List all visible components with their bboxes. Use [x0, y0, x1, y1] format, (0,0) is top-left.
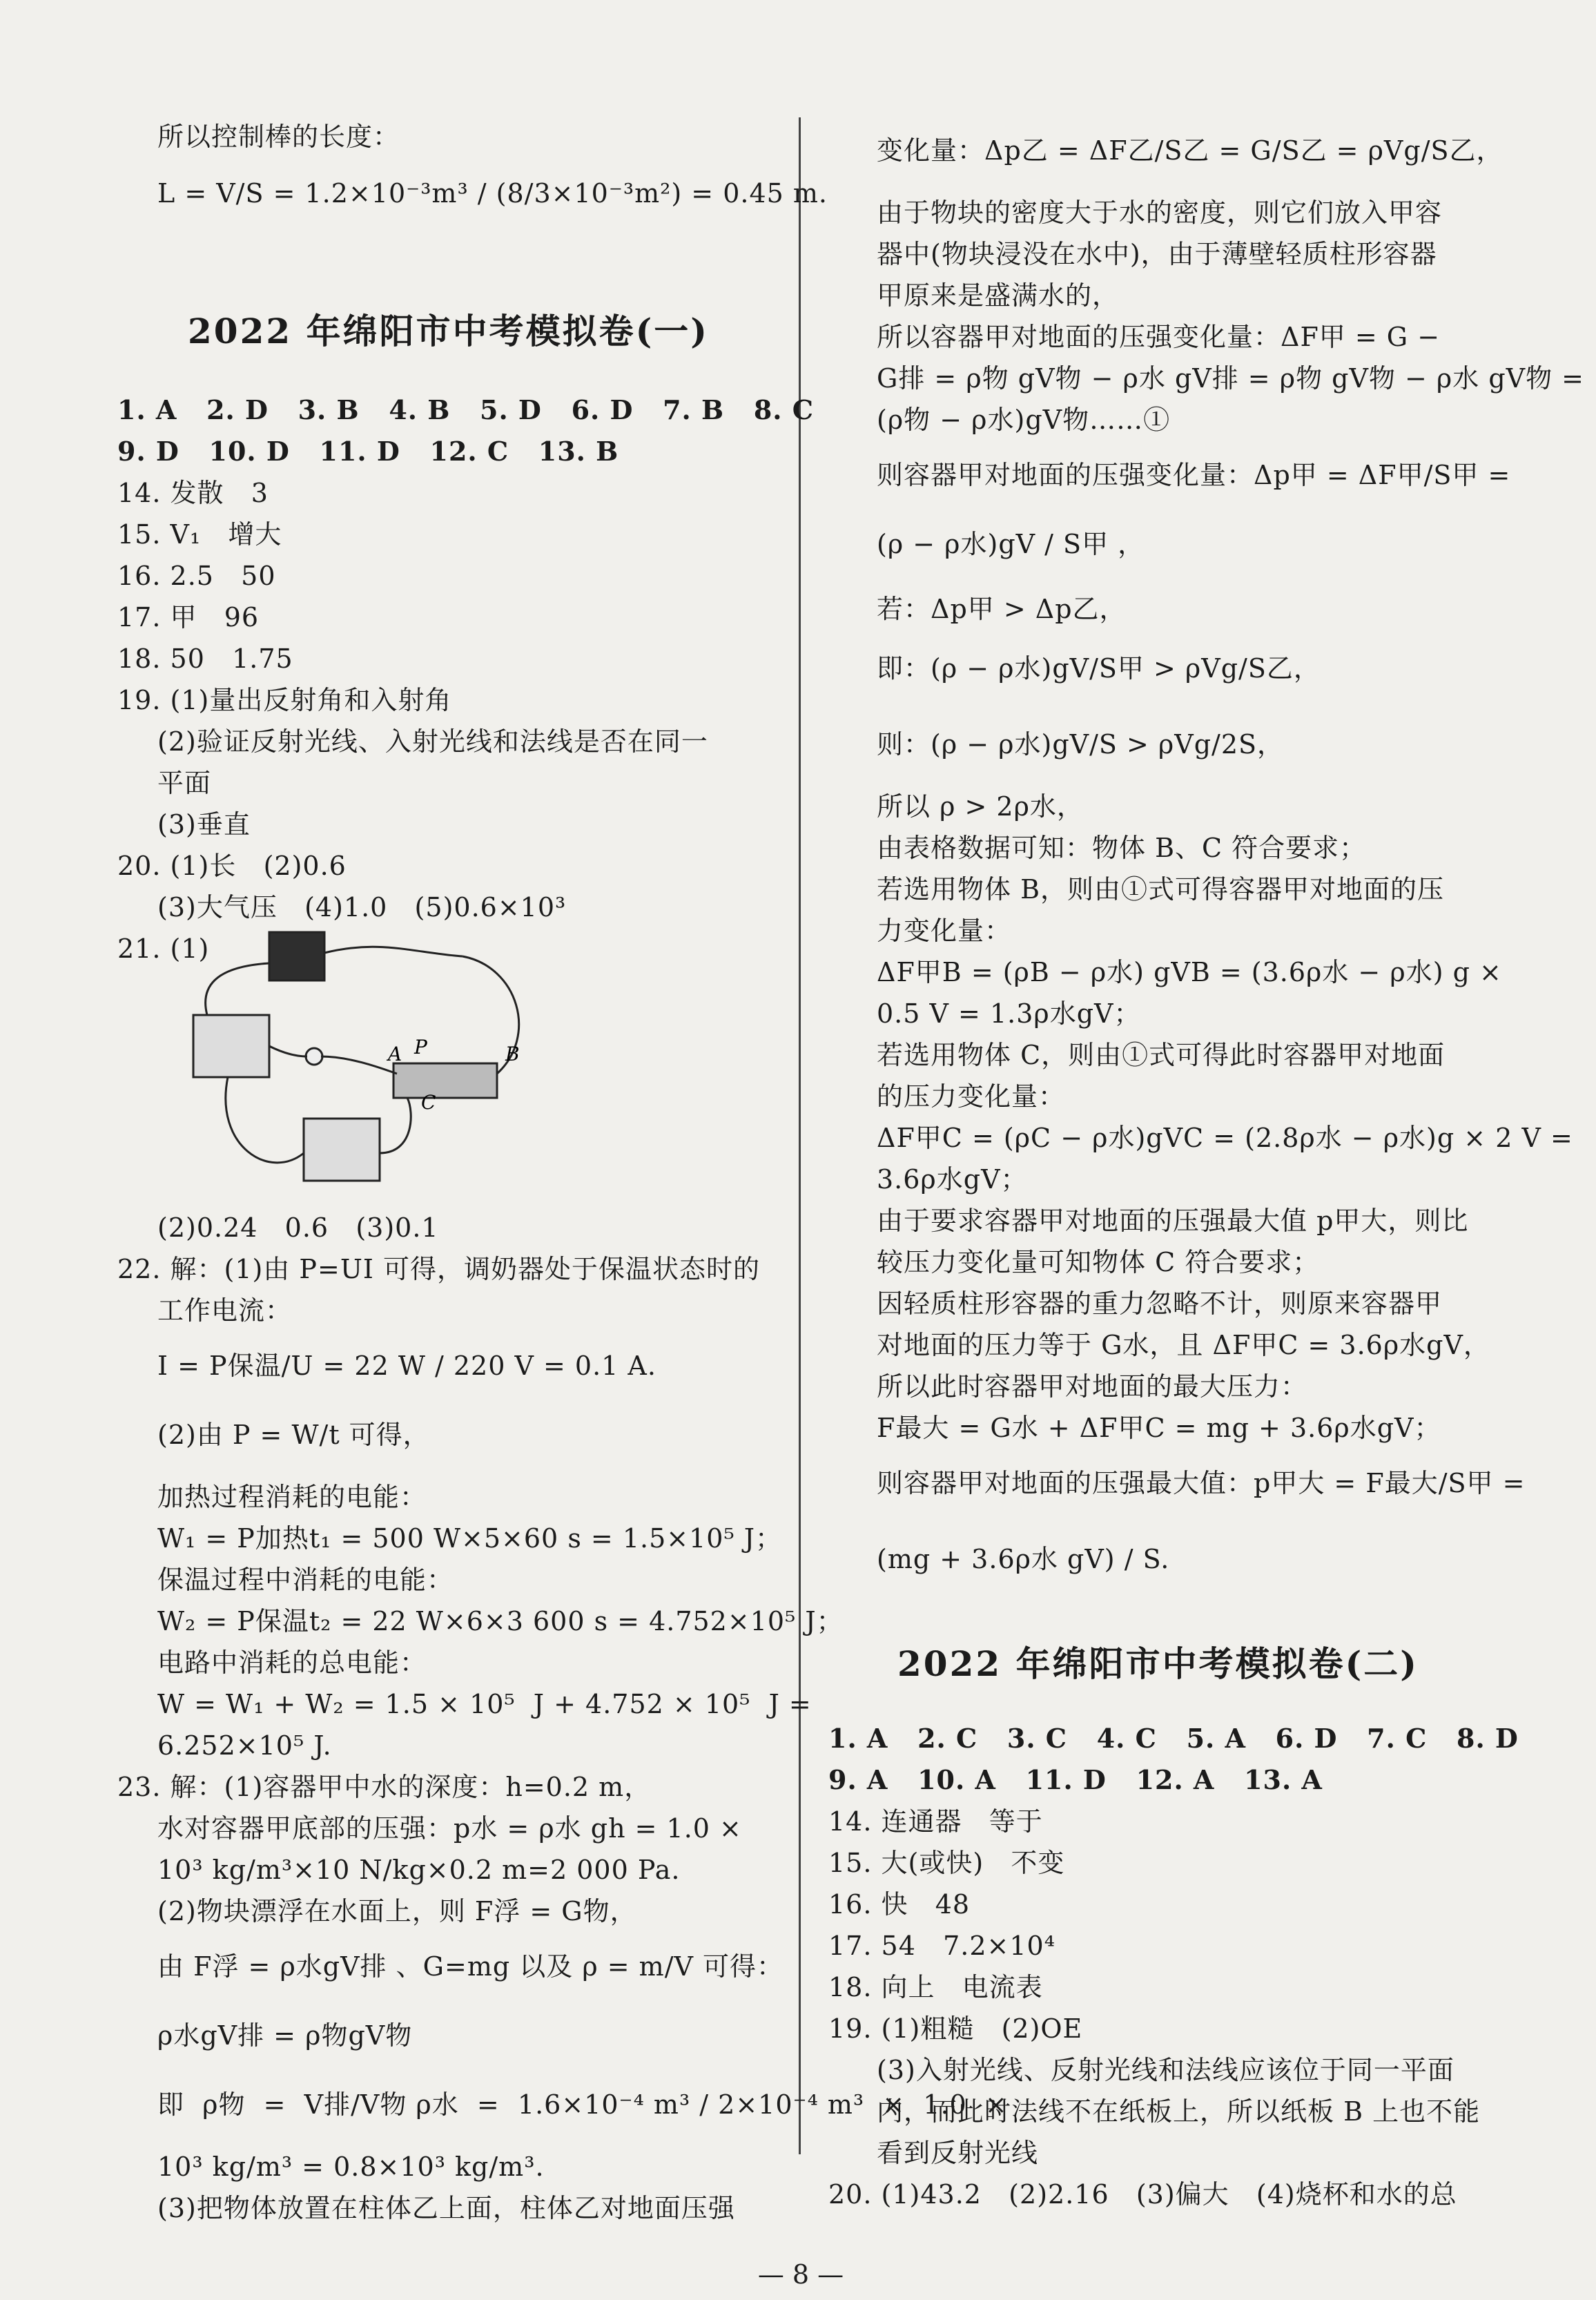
answer-line: 20. (1)43.2 (2)2.16 (3)偏大 (4)烧杯和水的总: [828, 2179, 1457, 2210]
formula-line: L = V/S = 1.2×10⁻³m³ / (8/3×10⁻³m²) = 0.45 m.: [157, 178, 828, 209]
text-line: 由于物块的密度大于水的密度，则它们放入甲容: [877, 197, 1443, 228]
formula-line: (ρ − ρ水)gV / S甲 ，: [877, 529, 1145, 559]
answer-line: 14. 连通器 等于: [828, 1806, 1043, 1837]
answer-line: 电路中消耗的总电能：: [157, 1647, 427, 1678]
formula-line: 所以 ρ > 2ρ水，: [877, 791, 1084, 822]
answer-line: 看到反射光线: [877, 2138, 1039, 2168]
formula-line: 则：(ρ − ρ水)gV/S > ρVg/2S，: [877, 729, 1285, 760]
answer-line: 16. 2.5 50: [117, 561, 276, 591]
answer-line: 15. 大(或快) 不变: [828, 1848, 1065, 1878]
text-line: 因轻质柱形容器的重力忽略不计，则原来容器甲: [877, 1288, 1443, 1319]
formula-line: 即 ρ物 = V排/V物 ρ水 = 1.6×10⁻⁴ m³ / 2×10⁻⁴ m³ × 1.0 ×: [157, 2089, 1008, 2120]
text-line: 若选用物体 B，则由①式可得容器甲对地面的压: [877, 874, 1445, 905]
answer-line: 平面: [157, 768, 212, 798]
answer-line: 18. 向上 电流表: [828, 1972, 1043, 2002]
answer-line: 17. 甲 96: [117, 602, 260, 632]
text-line: 较压力变化量可知物体 C 符合要求；: [877, 1247, 1320, 1277]
answer-line: 20. (1)长 (2)0.6: [117, 851, 347, 881]
answer-line: 22. 解：(1)由 P=UI 可得，调奶器处于保温状态时的: [117, 1254, 760, 1284]
formula-line: 所以容器甲对地面的压强变化量：ΔF甲 = G −: [877, 322, 1441, 352]
answer-line: 15. V₁ 增大: [117, 519, 282, 550]
text-line: 力变化量：: [877, 916, 1012, 946]
text-line: 的压力变化量：: [877, 1081, 1066, 1112]
ammeter-icon: [193, 1015, 269, 1077]
voltmeter-icon: [304, 1119, 380, 1181]
formula-line: 0.5 V = 1.3ρ水gV；: [877, 998, 1141, 1029]
answer-line: 19. (1)粗糙 (2)OE: [828, 2013, 1083, 2044]
section-title: 2022 年绵阳市中考模拟卷(二): [897, 1643, 1419, 1684]
formula-line: 则容器甲对地面的压强变化量：Δp甲 = ΔF甲/S甲 =: [877, 460, 1511, 490]
text-line: 由于要求容器甲对地面的压强最大值 p甲大，则比: [877, 1206, 1469, 1236]
answer-line: (2)0.24 0.6 (3)0.1: [157, 1212, 439, 1243]
answer-line: 21. (1): [117, 934, 210, 964]
formula-line: ΔF甲C = (ρC − ρ水)gVC = (2.8ρ水 − ρ水)g × 2 V =: [877, 1123, 1573, 1153]
formula-line: W₁ = P加热t₁ = 500 W×5×60 s = 1.5×10⁵ J；: [157, 1523, 782, 1554]
circuit-label-b: B: [505, 1043, 520, 1065]
rheostat-icon: [393, 1063, 497, 1098]
answer-line: 23. 解：(1)容器甲中水的深度：h=0.2 m，: [117, 1772, 652, 1802]
circuit-label-c: C: [421, 1091, 436, 1114]
answer-line: (3)入射光线、反射光线和法线应该位于同一平面: [877, 2055, 1454, 2085]
formula-line: 即：(ρ − ρ水)gV/S甲 > ρVg/S乙，: [877, 653, 1321, 684]
answer-line: 工作电流：: [157, 1295, 293, 1326]
answer-line: 17. 54 7.2×10⁴: [828, 1931, 1055, 1961]
battery-icon: [269, 932, 324, 980]
answer-line: 9. D 10. D 11. D 12. C 13. B: [117, 436, 619, 467]
formula-line: F最大 = G水 + ΔF甲C = mg + 3.6ρ水gV；: [877, 1413, 1441, 1443]
answer-line: 内，而此时法线不在纸板上，所以纸板 B 上也不能: [877, 2096, 1481, 2127]
formula-line: W₂ = P保温t₂ = 22 W×6×3 600 s = 4.752×10⁵ J；: [157, 1606, 844, 1636]
circuit-label-a: A: [388, 1043, 402, 1065]
formula-line: I = P保温/U = 22 W / 220 V = 0.1 A.: [157, 1351, 656, 1381]
formula-line: (2)由 P = W/t 可得，: [157, 1420, 430, 1450]
text-line: 所以此时容器甲对地面的最大压力：: [877, 1371, 1308, 1402]
text-line: 甲原来是盛满水的，: [877, 280, 1120, 311]
answer-line: (3)垂直: [157, 809, 251, 840]
formula-line: W = W₁ + W₂ = 1.5 × 10⁵ J + 4.752 × 10⁵ J =: [157, 1689, 812, 1719]
section-title: 2022 年绵阳市中考模拟卷(一): [188, 311, 709, 351]
formula-line: 对地面的压力等于 G水，且 ΔF甲C = 3.6ρ水gV，: [877, 1330, 1490, 1360]
formula-line: 10³ kg/m³×10 N/kg×0.2 m=2 000 Pa.: [157, 1855, 681, 1885]
answer-line: (3)大气压 (4)1.0 (5)0.6×10³: [157, 892, 567, 922]
answer-line: 1. A 2. C 3. C 4. C 5. A 6. D 7. C 8. D: [828, 1723, 1519, 1754]
answer-line: 18. 50 1.75: [117, 644, 293, 674]
formula-line: (ρ物 − ρ水)gV物……①: [877, 405, 1171, 435]
answer-line: 19. (1)量出反射角和入射角: [117, 685, 452, 715]
text-line: 器中(物块浸没在水中)，由于薄壁轻质柱形容器: [877, 239, 1437, 269]
answer-line: 1. A 2. D 3. B 4. B 5. D 6. D 7. B 8. C: [117, 394, 814, 425]
page-number: — 8 —: [757, 2259, 844, 2290]
answer-line: (2)验证反射光线、入射光线和法线是否在同一: [157, 726, 708, 757]
formula-line: 则容器甲对地面的压强最大值：p甲大 = F最大/S甲 =: [877, 1468, 1526, 1498]
answer-line: 16. 快 48: [828, 1889, 971, 1920]
answer-line: (2)物块漂浮在水面上，则 F浮 = G物，: [157, 1896, 637, 1926]
formula-line: 若：Δp甲 > Δp乙，: [877, 594, 1127, 624]
answer-line: (3)把物体放置在柱体乙上面，柱体乙对地面压强: [157, 2193, 735, 2223]
answer-line: 保温过程中消耗的电能：: [157, 1565, 454, 1595]
text-line: 由表格数据可知：物体 B、C 符合要求；: [877, 833, 1367, 863]
formula-line: 10³ kg/m³ = 0.8×10³ kg/m³.: [157, 2152, 545, 2182]
answer-line: 加热过程消耗的电能：: [157, 1482, 427, 1512]
formula-line: ΔF甲B = (ρB − ρ水) gVB = (3.6ρ水 − ρ水) g ×: [877, 957, 1502, 987]
formula-line: ρ水gV排 = ρ物gV物: [157, 2020, 413, 2051]
circuit-label-p: P: [414, 1036, 427, 1059]
answer-line: 水对容器甲底部的压强：p水 = ρ水 gh = 1.0 ×: [157, 1813, 742, 1844]
formula-line: (mg + 3.6ρ水 gV) / S.: [877, 1544, 1170, 1574]
formula-line: 3.6ρ水gV；: [877, 1164, 1028, 1195]
answer-line: 14. 发散 3: [117, 478, 269, 508]
answer-line: 9. A 10. A 11. D 12. A 13. A: [828, 1764, 1323, 1795]
formula-line: 6.252×10⁵ J.: [157, 1730, 332, 1761]
formula-line: 由 F浮 = ρ水gV排 、G=mg 以及 ρ = m/V 可得：: [157, 1951, 784, 1982]
formula-line: G排 = ρ物 gV物 − ρ水 gV排 = ρ物 gV物 − ρ水 gV物 =: [877, 363, 1585, 394]
formula-line: 变化量：Δp乙 = ΔF乙/S乙 = G/S乙 = ρVg/S乙，: [877, 135, 1503, 166]
bulb-icon: [306, 1048, 322, 1065]
text-line: 若选用物体 C，则由①式可得此时容器甲对地面: [877, 1040, 1446, 1070]
circuit-diagram: [186, 925, 545, 1201]
text-line: 所以控制棒的长度：: [157, 122, 400, 152]
